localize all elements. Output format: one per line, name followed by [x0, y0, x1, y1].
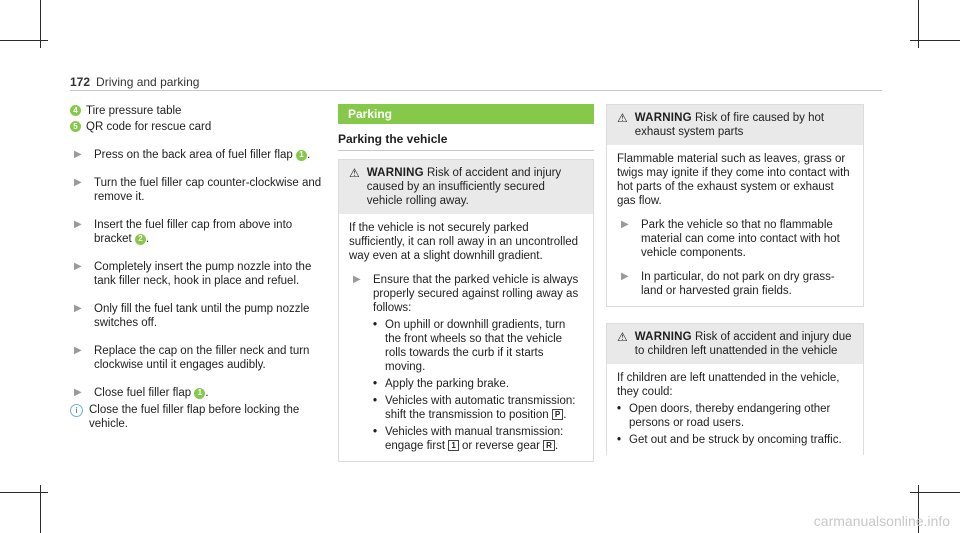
gear-key-icon: P: [552, 409, 563, 420]
bullet-dot-icon: •: [373, 319, 378, 331]
arrow-right-icon: ▶: [74, 387, 82, 398]
warning-label: WARNING: [366, 167, 424, 179]
instruction-step: [70, 218, 328, 246]
step-punct: .: [205, 387, 209, 399]
bullet-punct: .: [563, 409, 567, 421]
instruction-step: [617, 218, 853, 260]
bullet-dot-icon: •: [617, 403, 622, 415]
crop-mark: [910, 492, 960, 493]
instruction-step: [70, 386, 328, 400]
arrow-right-icon: ▶: [74, 345, 82, 356]
callout-number-icon: 4: [70, 105, 81, 116]
warning-triangle-icon: ⚠: [349, 166, 360, 180]
step-text: Ensure that the parked vehicle is always properly secured against rolling away as follows:: [373, 274, 579, 314]
warning-title: Risk of accident and injury caused by an insufficiently secured vehicle rolling away.: [366, 167, 562, 207]
subheading: Parking the vehicle: [338, 132, 594, 151]
list-item: [373, 377, 583, 391]
warning-body: [607, 364, 863, 455]
instruction-step: [617, 270, 853, 298]
step-text: Turn the fuel filler cap counter-clockwise and remove it.: [94, 177, 322, 203]
gear-key-icon: 1: [448, 440, 458, 451]
callout-number-icon: 2: [135, 234, 146, 245]
legend-item: [70, 104, 328, 118]
warning-box: [338, 159, 594, 462]
bullet-text: Open doors, thereby endangering other persons or road users.: [629, 403, 831, 429]
note-text: Close the fuel filler flap before locking the vehicle.: [89, 404, 300, 430]
step-text: Only fill the fuel tank until the pump nozzle switches off.: [94, 303, 310, 329]
instruction-step: [70, 148, 328, 162]
bullet-text: Vehicles with manual transmission: engage first: [385, 426, 564, 452]
warning-triangle-icon: ⚠: [617, 330, 628, 344]
bullet-text: Get out and be struck by oncoming traffic.: [629, 434, 842, 446]
page-title: Driving and parking: [96, 75, 200, 89]
step-text: In particular, do not park on dry grass-land or harvested grain fields.: [641, 271, 835, 297]
crop-mark: [0, 40, 48, 41]
crop-mark: [910, 40, 960, 41]
callout-number-icon: 5: [70, 121, 81, 132]
legend-item: [70, 120, 328, 134]
page-number: 172: [70, 75, 91, 89]
list-item: [373, 318, 583, 374]
legend-text: QR code for rescue card: [86, 121, 212, 133]
list-item: [617, 433, 853, 447]
step-text: Completely insert the pump nozzle into the tank filler neck, hook in place and refuel.: [94, 261, 312, 287]
step-text: Press on the back area of fuel filler flap: [94, 149, 293, 161]
bullet-text: On uphill or downhill gradients, turn the front wheels so that the vehicle rolls towards the curb if it starts moving.: [385, 319, 566, 373]
bullet-text-mid: or reverse gear: [461, 440, 540, 452]
list-item: [617, 402, 853, 430]
arrow-right-icon: ▶: [621, 271, 629, 282]
arrow-right-icon: ▶: [74, 219, 82, 230]
warning-triangle-icon: ⚠: [617, 111, 628, 125]
warning-title: Risk of accident and injury due to children left unattended in the vehicle: [634, 331, 852, 357]
step-text: Close fuel filler flap: [94, 387, 192, 399]
bullet-dot-icon: •: [373, 395, 378, 407]
arrow-right-icon: ▶: [353, 274, 361, 285]
info-icon: i: [70, 404, 83, 417]
warning-header: [607, 105, 863, 145]
warning-text: If the vehicle is not securely parked sufficiently, it can roll away in an uncontrolled way even at a slight downhill gradient.: [349, 222, 579, 262]
crop-mark: [0, 492, 48, 493]
column-parking: [338, 104, 594, 462]
bullet-dot-icon: •: [373, 378, 378, 390]
instruction-step: [70, 344, 328, 372]
legend-text: Tire pressure table: [86, 105, 182, 117]
instruction-step: [70, 302, 328, 330]
instruction-step: [70, 260, 328, 288]
warning-label: WARNING: [634, 112, 692, 124]
watermark: carmanualsonline.info: [813, 513, 950, 529]
page-header: [70, 75, 199, 89]
arrow-right-icon: ▶: [621, 219, 629, 230]
list-item: [373, 425, 583, 453]
bullet-dot-icon: •: [373, 426, 378, 438]
arrow-right-icon: ▶: [74, 177, 82, 188]
step-punct: .: [307, 149, 311, 161]
list-item: [373, 394, 583, 422]
warning-title: Risk of fire caused by hot exhaust system parts: [634, 112, 825, 138]
instruction-step: [70, 176, 328, 204]
warning-box: [606, 104, 864, 307]
warning-header: [339, 160, 593, 214]
callout-number-icon: 1: [296, 150, 307, 161]
section-title: Parking: [338, 104, 594, 124]
column-refueling: [70, 104, 328, 431]
arrow-right-icon: ▶: [74, 303, 82, 314]
warning-body: [339, 214, 593, 461]
step-punct: .: [145, 233, 150, 245]
callout-number-icon: 1: [194, 388, 205, 399]
warning-label: WARNING: [634, 331, 692, 343]
gear-key-icon: R: [543, 440, 555, 451]
warning-box: [606, 323, 864, 455]
arrow-right-icon: ▶: [74, 149, 82, 160]
arrow-right-icon: ▶: [74, 261, 82, 272]
warning-text: If children are left unattended in the vehicle, they could:: [617, 372, 840, 398]
step-text: Insert the fuel filler cap from above into bracket: [94, 219, 293, 245]
header-divider: [70, 90, 882, 91]
bullet-dot-icon: •: [617, 434, 622, 446]
warning-body: [607, 145, 863, 306]
info-note: [70, 403, 328, 431]
warning-text: Flammable material such as leaves, grass or twigs may ignite if they come into contact with hot parts of the exhaust system or exhaust gas flow.: [617, 153, 850, 207]
bullet-text: Apply the parking brake.: [385, 378, 510, 390]
column-warnings: [606, 104, 864, 455]
step-text: Replace the cap on the filler neck and turn clockwise until it engages audibly.: [94, 345, 310, 371]
step-text: Park the vehicle so that no flammable material can come into contact with hot vehicle components.: [641, 219, 840, 259]
instruction-step: [349, 273, 583, 453]
warning-header: [607, 324, 863, 364]
bullet-text: Vehicles with automatic transmission: shift the transmission to position: [385, 395, 576, 421]
bullet-punct: .: [554, 440, 559, 452]
